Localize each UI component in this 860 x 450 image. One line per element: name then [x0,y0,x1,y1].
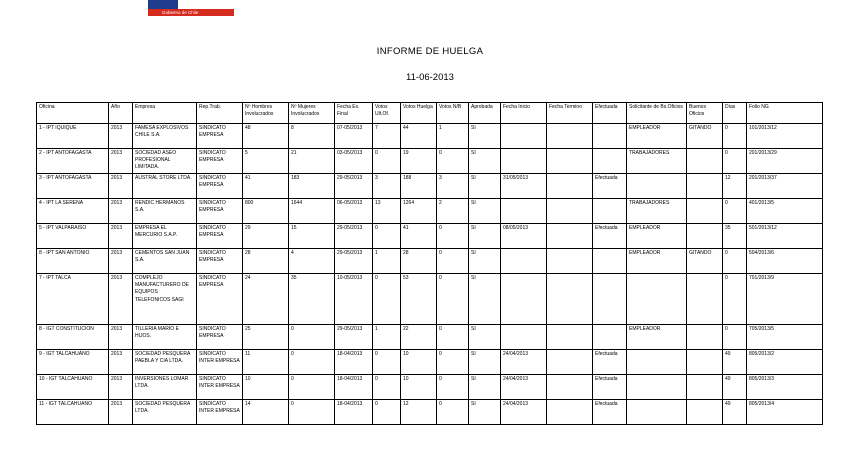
table-cell: 101/2013/12 [747,124,823,149]
table-cell: SINDICATO EMPRESA [197,224,243,249]
table-cell: 0 [437,224,469,249]
table-cell: 11 - IGT TALCAHUANO [37,400,109,425]
table-cell: 2013 [109,274,133,325]
table-cell: Efectuada [593,350,627,375]
table-row [37,124,823,149]
table-cell [687,375,723,400]
table-cell [593,149,627,174]
table-cell: 800 [243,199,289,224]
table-row [37,224,823,249]
table-cell: 48 [243,124,289,149]
table-cell: 1 - IPT IQUIQUE [37,124,109,149]
table-cell: Efectuada [593,375,627,400]
table-cell [501,325,547,350]
table-cell: SINDICATO INTER EMPRESA [197,350,243,375]
table-cell: 2013 [109,325,133,350]
column-header: Solicitante de Bs.Oficios [627,103,687,124]
column-header: Días [723,103,747,124]
strike-report-table [36,102,823,425]
table-row [37,174,823,199]
table-cell: 0 [289,350,335,375]
table-cell: 29-05/2013 [335,174,373,199]
table-cell: SINDICATO INTER EMPRESA [197,375,243,400]
table-cell: 49 [723,375,747,400]
table-cell: 0 [373,375,401,400]
table-cell: FAMESA EXPLOSIVOS CHILE S.A. [133,124,197,149]
table-cell [501,249,547,274]
table-cell: 41 [401,224,437,249]
table-cell [547,149,593,174]
table-cell [547,400,593,425]
table-cell: COMPLEJO MANUFACTURERO DE EQUIPOS TELEFONICOS SAGI [133,274,197,325]
table-cell: 8 [289,124,335,149]
table-cell: 0 [723,199,747,224]
table-cell: 18-04/2013 [335,400,373,425]
table-cell [547,124,593,149]
report-date: 11-06-2013 [406,72,454,83]
table-cell [627,174,687,199]
table-cell [593,199,627,224]
table-cell [547,325,593,350]
table-cell: 2013 [109,249,133,274]
table-cell: 1 [373,325,401,350]
table-cell [627,274,687,325]
column-header: Rep.Trab. [197,103,243,124]
table-cell: 29 [243,224,289,249]
table-cell: SINDICATO EMPRESA [197,149,243,174]
table-cell: 0 [373,400,401,425]
column-header: Empresa [133,103,197,124]
table-cell: 0 [723,274,747,325]
table-cell: 183 [289,174,335,199]
column-header: Aprobada [469,103,501,124]
table-cell: 0 [289,400,335,425]
table-cell: EMPLEADOR [627,249,687,274]
table-cell: 24 [243,274,289,325]
table-cell: SINDICATO EMPRESA [197,325,243,350]
table-cell: EMPLEADOR [627,124,687,149]
table-cell: 2013 [109,350,133,375]
table-cell: 0 [437,350,469,375]
report-title: INFORME DE HUELGA [376,46,484,57]
table-cell: 21 [289,149,335,174]
table-cell: 22 [401,325,437,350]
table-cell: 5 - IPT VALPARAISO [37,224,109,249]
table-cell: SINDICATO EMPRESA [197,249,243,274]
column-header: Oficina [37,103,109,124]
table-cell: 0 [437,149,469,174]
table-row [37,375,823,400]
table-cell [547,375,593,400]
table-cell: 2013 [109,375,133,400]
table-cell: 2013 [109,149,133,174]
table-cell: 29-05/2013 [335,325,373,350]
table-cell: 12 [723,174,747,199]
table-cell: 8 - IPT SAN ANTONIO [37,249,109,274]
table-cell [687,149,723,174]
table-cell: 10-05/2013 [335,274,373,325]
table-cell: 03-05/2013 [335,149,373,174]
table-cell: 06-05/2013 [335,199,373,224]
table-cell: SI [469,174,501,199]
table-cell: 805/2013/2 [747,350,823,375]
table-cell: 501/2013/12 [747,224,823,249]
table-cell: 49 [723,400,747,425]
table-cell: SI [469,199,501,224]
table-cell: 2 [437,199,469,224]
table-cell: 8 - IGT CONSTITUCION [37,325,109,350]
table-cell: SINDICATO EMPRESA [197,274,243,325]
table-cell: 3 [373,174,401,199]
table-cell: 14 [243,400,289,425]
table-row [37,400,823,425]
table-cell: 0 [289,375,335,400]
table-cell: SOCIEDAD PESQUERA PAEBLA Y CIA LTDA. [133,350,197,375]
table-cell: SI [469,325,501,350]
table-cell: 19 [401,149,437,174]
table-cell [547,249,593,274]
table-cell: 29-05/2013 [335,249,373,274]
table-row [37,350,823,375]
table-cell: 35 [723,224,747,249]
table-cell: 2013 [109,400,133,425]
table-cell: 10 [401,375,437,400]
table-cell: 2013 [109,124,133,149]
table-cell: 2013 [109,199,133,224]
table-cell: 0 [723,124,747,149]
column-header: Nº Hombres Involucrados [243,103,289,124]
table-cell: SI [469,400,501,425]
column-header: Fecha Inicio [501,103,547,124]
table-cell: TRABAJADORES [627,199,687,224]
table-cell: 12 [401,400,437,425]
table-cell: 49 [723,350,747,375]
table-cell: 0 [373,350,401,375]
table-cell: 2013 [109,224,133,249]
table-cell [501,149,547,174]
table-cell: 0 [437,249,469,274]
column-header: Año [109,103,133,124]
table-cell [593,325,627,350]
table-cell: SINDICATO INTER EMPRESA [197,400,243,425]
table-cell [501,199,547,224]
table-cell: Efectuada [593,224,627,249]
table-cell: 805/2013/4 [747,400,823,425]
table-cell: 18-04/2013 [335,350,373,375]
table-cell [687,350,723,375]
table-cell: SI [469,274,501,325]
table-cell: 401/2013/5 [747,199,823,224]
column-header: Buenos Oficios [687,103,723,124]
table-cell [687,400,723,425]
table-cell: 2013 [109,174,133,199]
table-header-row [37,103,823,124]
table-cell: TRABAJADORES [627,149,687,174]
table-cell: 10 [243,375,289,400]
table-row [37,249,823,274]
table-cell: 3 - IPT ANTOFAGASTA [37,174,109,199]
table-cell [501,124,547,149]
table-cell: 0 [437,274,469,325]
table-cell: 41 [243,174,289,199]
table-cell: 24/04/2013 [501,400,547,425]
logo-blue-block [148,0,178,9]
table-cell: 9 - IGT TALCAHUANO [37,350,109,375]
table-cell: GITANDO [687,124,723,149]
table-cell: 18-04/2013 [335,375,373,400]
table-cell: 0 [373,224,401,249]
table-row [37,149,823,174]
column-header: Fecha Ex. Final [335,103,373,124]
table-cell [687,325,723,350]
table-cell: EMPLEADOR [627,224,687,249]
table-cell: GITANDO [687,249,723,274]
table-cell: 705/2013/5 [747,325,823,350]
table-cell: 1644 [289,199,335,224]
table-cell: 07-05/2013 [335,124,373,149]
column-header: Votos N/B [437,103,469,124]
table-cell: 28 [401,249,437,274]
table-cell: 0 [723,149,747,174]
table-cell: 53 [401,274,437,325]
column-header: Votos Huelga [401,103,437,124]
table-cell: 10 [401,350,437,375]
table-cell [547,174,593,199]
table-cell [627,375,687,400]
table-cell: 24/04/2013 [501,350,547,375]
column-header: Efectuada [593,103,627,124]
table-cell [593,274,627,325]
table-cell: SINDICATO EMPRESA [197,174,243,199]
table-cell: CEMENTOS SAN JUAN S.A. [133,249,197,274]
table-cell: 25 [243,325,289,350]
table-cell [547,199,593,224]
table-cell: 0 [373,149,401,174]
table-cell: 1264 [401,199,437,224]
table-cell: EMPLEADOR [627,325,687,350]
table-cell: SINDICATO EMPRESA [197,124,243,149]
table-cell: AUSTRAL STORE LTDA. [133,174,197,199]
table-cell: 10 - IGT TALCAHUANO [37,375,109,400]
table-cell: SI [469,350,501,375]
table-cell: 701/2013/9 [747,274,823,325]
table-cell: 35 [289,274,335,325]
table-cell: 1 [437,124,469,149]
table-cell: SI [469,375,501,400]
table-cell: RENDIC HERMANOS S.A. [133,199,197,224]
table-row [37,325,823,350]
table-cell: 7 - IPT TALCA [37,274,109,325]
gobierno-logo [148,0,234,16]
table-cell [627,350,687,375]
table-cell: 11 [243,350,289,375]
column-header: Fecha Termino [547,103,593,124]
table-cell: 31/05/2013 [501,174,547,199]
table-cell [687,274,723,325]
column-header: Nº Mujeres Involucrados [289,103,335,124]
column-header: Votos Ult.Of. [373,103,401,124]
table-cell: 4 - IPT LA SERENA [37,199,109,224]
table-cell [593,124,627,149]
table-cell: 15 [289,224,335,249]
table-cell [593,249,627,274]
table-cell: 805/2013/3 [747,375,823,400]
table-cell [687,199,723,224]
table-cell: SOCIEDAD PESQUERA LTDA. [133,400,197,425]
table-cell: SI [469,149,501,174]
table-cell [547,274,593,325]
table-cell [627,400,687,425]
table-cell: 0 [723,249,747,274]
table-cell: 0 [289,325,335,350]
table-cell: 2 - IPT ANTOFAGASTA [37,149,109,174]
table-cell: 7 [373,124,401,149]
table-body [37,124,823,425]
table-cell: 0 [437,375,469,400]
table-cell: 504/2013/6 [747,249,823,274]
table-cell: SOCIEDAD ASEO PROFESIONAL LIMITADA. [133,149,197,174]
table-cell: 188 [401,174,437,199]
table-cell: 201/2013/37 [747,174,823,199]
table-cell: 0 [437,400,469,425]
table-cell: SI [469,249,501,274]
table-cell: SI [469,124,501,149]
table-row [37,199,823,224]
table-cell: Efectuada [593,174,627,199]
column-header: Folio NG [747,103,823,124]
table-cell: TILLERIA MARIO E HIJOS. [133,325,197,350]
table-row [37,274,823,325]
table-cell: 0 [437,325,469,350]
table-cell: SINDICATO EMPRESA [197,199,243,224]
table-cell: 0 [723,325,747,350]
table-cell [687,224,723,249]
table-cell: 1 [373,249,401,274]
table-cell [547,224,593,249]
table-cell: 0 [373,274,401,325]
logo-text: Gobierno de Chile [162,10,199,15]
table-cell: 13 [373,199,401,224]
table-cell: 28 [243,249,289,274]
table-cell: Efectuada [593,400,627,425]
table-cell [547,350,593,375]
table-cell: 24/04/2013 [501,375,547,400]
table-cell: 201/2013/29 [747,149,823,174]
table-cell: SI [469,224,501,249]
table-cell [501,274,547,325]
table-cell: 3 [437,174,469,199]
table-cell: 5 [243,149,289,174]
table-cell: EMPRESA EL MERCURIO S.A.P. [133,224,197,249]
table-cell: 44 [401,124,437,149]
table-cell: 4 [289,249,335,274]
table-cell [687,174,723,199]
table-cell: INVERSIONES LOMAR LTDA. [133,375,197,400]
table-cell: 08/05/2013 [501,224,547,249]
table-cell: 29-05/2013 [335,224,373,249]
